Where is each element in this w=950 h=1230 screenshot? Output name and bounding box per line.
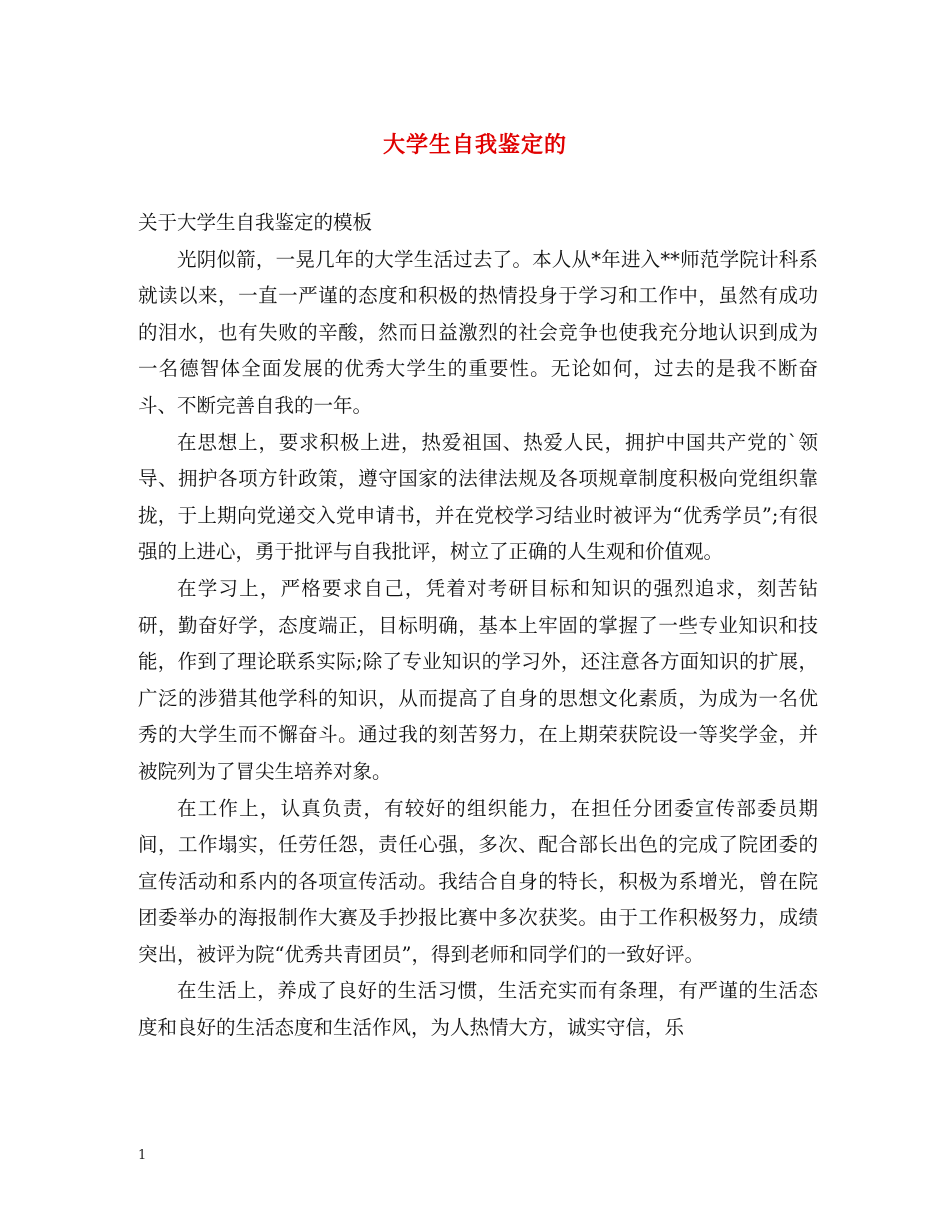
paragraph-life: 在生活上，养成了良好的生活习惯，生活充实而有条理，有严谨的生活态度和良好的生活态度和生活作风，为人热情大方，诚实守信，乐 bbox=[138, 979, 818, 1040]
paragraph-study: 在学习上，严格要求自己，凭着对考研目标和知识的强烈追求，刻苦钻研，勤奋好学，态度端正，目标明确，基本上牢固的掌握了一些专业知识和技能，作到了理论联系实际;除了专业知识的学习外，还注意各方面知识的扩展，广泛的涉猎其他学科的知识，从而提高了自身的思想文化素质，为成为一名优秀的大学生而不懈奋斗。通过我的刻苦努力，在上期荣获院设一等奖学金，并被院列为了冒尖生培养对象。 bbox=[138, 576, 818, 783]
paragraph-ideology: 在思想上，要求积极上进，热爱祖国、热爱人民，拥护中国共产党的`领导、拥护各项方针政策，遵守国家的法律法规及各项规章制度积极向党组织靠拢，于上期向党递交入党申请书，并在党校学习结业时被评为“优秀学员”;有很强的上进心，勇于批评与自我批评，树立了正确的人生观和价值观。 bbox=[138, 430, 818, 564]
document-body bbox=[138, 205, 818, 1047]
document-title: 大学生自我鉴定的 bbox=[382, 132, 567, 158]
page-number: 1 bbox=[138, 1148, 147, 1163]
paragraph-intro: 光阴似箭，一晃几年的大学生活过去了。本人从*年进入**师范学院计科系就读以来，一直一严谨的态度和积极的热情投身于学习和工作中，虽然有成功的泪水，也有失败的辛酸，然而日益激烈的社会竞争也使我充分地认识到成为一名德智体全面发展的优秀大学生的重要性。无论如何，过去的是我不断奋斗、不断完善自我的一年。 bbox=[138, 247, 818, 417]
paragraph-work: 在工作上，认真负责，有较好的组织能力，在担任分团委宣传部委员期间，工作塌实，任劳任怨，责任心强，多次、配合部长出色的完成了院团委的宣传活动和系内的各项宣传活动。我结合自身的特长，积极为系增光，曾在院团委举办的海报制作大赛及手抄报比赛中多次获奖。由于工作积极努力，成绩突出，被评为院“优秀共青团员”，得到老师和同学们的一致好评。 bbox=[138, 796, 818, 966]
document-subtitle: 关于大学生自我鉴定的模板 bbox=[138, 211, 373, 234]
